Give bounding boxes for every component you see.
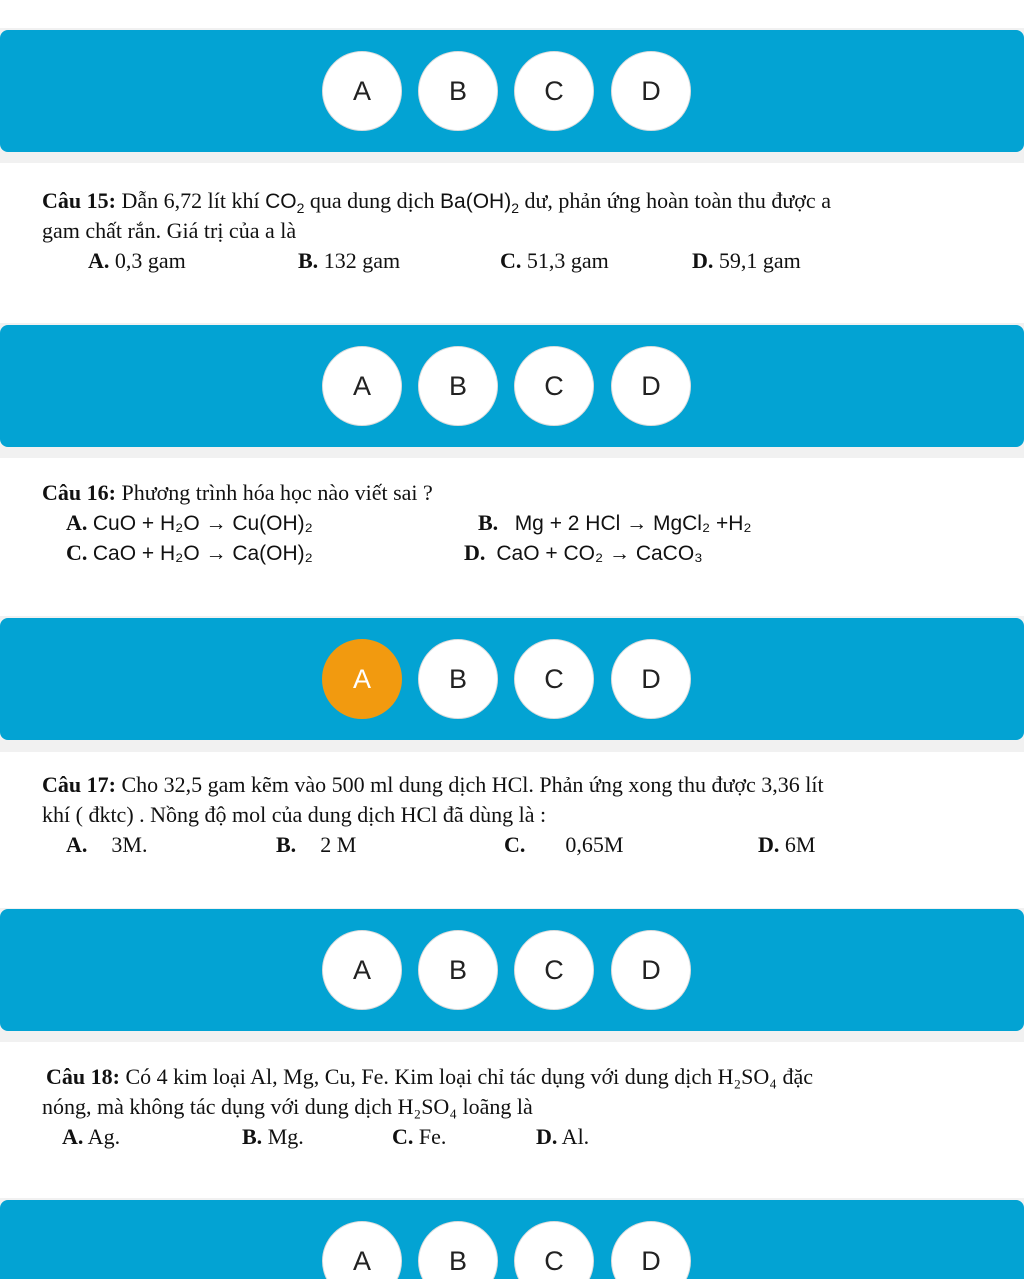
formula-subscript: 2 <box>296 200 305 217</box>
question-15-card <box>0 163 1024 323</box>
option-d-button[interactable]: D <box>611 639 691 719</box>
answer-d <box>692 248 801 274</box>
answer-key: B. <box>298 248 319 273</box>
option-b-button[interactable]: B <box>418 930 498 1010</box>
answer-b <box>242 1124 304 1150</box>
option-d-button[interactable]: D <box>611 1221 691 1279</box>
answer-key: C. <box>66 540 88 565</box>
answer-a <box>66 832 147 858</box>
answer-key: C. <box>392 1124 414 1149</box>
option-c-button[interactable]: C <box>514 639 594 719</box>
question-18-line-1 <box>46 1064 813 1090</box>
answer-key: D. <box>464 540 486 565</box>
answer-text: CaO + H₂O → Ca(OH)₂ <box>92 542 313 565</box>
answer-key: B. <box>478 510 499 535</box>
answer-c <box>500 248 609 274</box>
question-label: Câu 15: <box>42 188 116 213</box>
answer-band-1 <box>0 30 1024 152</box>
answer-text: 0,3 gam <box>109 248 186 273</box>
formula <box>265 190 305 217</box>
option-c-button[interactable]: C <box>514 1221 594 1279</box>
answer-d <box>758 832 815 858</box>
answer-d <box>536 1124 589 1150</box>
answer-text: CuO + H₂O → Cu(OH)₂ <box>92 512 313 535</box>
top-strip <box>0 0 1024 28</box>
formula-text: CO <box>265 190 297 213</box>
answer-a <box>62 1124 120 1150</box>
formula-text: Ba(OH) <box>440 190 512 213</box>
question-text: qua dung dịch <box>304 188 441 213</box>
answer-text: 3M. <box>111 832 148 857</box>
formula <box>440 190 519 217</box>
option-d-button[interactable]: D <box>611 346 691 426</box>
answer-key: A. <box>88 248 110 273</box>
answer-key: A. <box>66 510 88 535</box>
answer-text: 51,3 gam <box>521 248 609 273</box>
answer-key: B. <box>276 832 297 857</box>
question-18-line-2: nóng, mà không tác dụng với dung dịch H₂SO₄ loãng là <box>42 1094 533 1119</box>
answer-key: D. <box>536 1124 558 1149</box>
answer-text: Ag. <box>83 1124 121 1149</box>
question-text: Phương trình hóa học nào viết sai ? <box>115 480 433 505</box>
answer-key: A. <box>62 1124 84 1149</box>
option-a-button-selected[interactable]: A <box>322 639 402 719</box>
option-a-button[interactable]: A <box>322 51 402 131</box>
question-15-line-1 <box>42 188 831 221</box>
question-18-card <box>0 1042 1024 1198</box>
question-16-line-1 <box>42 480 433 506</box>
answer-c <box>392 1124 446 1150</box>
answer-b <box>478 510 752 537</box>
answer-key: B. <box>242 1124 263 1149</box>
answer-key: D. <box>758 832 780 857</box>
answer-text: 132 gam <box>318 248 401 273</box>
answer-text: 59,1 gam <box>713 248 801 273</box>
answer-band-2 <box>0 325 1024 447</box>
answer-text: Mg + 2 HCl → MgCl₂ +H₂ <box>514 512 752 535</box>
question-text: Có 4 kim loại Al, Mg, Cu, Fe. Kim loại chỉ tác dụng với dung dịch H₂SO₄ đặc <box>119 1064 813 1089</box>
answer-a <box>66 510 313 537</box>
question-16-card <box>0 458 1024 616</box>
answer-key: A. <box>66 832 88 857</box>
option-d-button[interactable]: D <box>611 930 691 1010</box>
answer-text: 2 M <box>320 832 357 857</box>
option-b-button[interactable]: B <box>418 51 498 131</box>
answer-d <box>464 540 703 567</box>
answer-text: 0,65M <box>565 832 624 857</box>
question-label: Câu 17: <box>42 772 116 797</box>
answer-a <box>88 248 186 274</box>
option-a-button[interactable]: A <box>322 346 402 426</box>
answer-b <box>276 832 356 858</box>
question-label: Câu 16: <box>42 480 116 505</box>
option-b-button[interactable]: B <box>418 346 498 426</box>
answer-key: D. <box>692 248 714 273</box>
option-c-button[interactable]: C <box>514 930 594 1010</box>
option-a-button[interactable]: A <box>322 930 402 1010</box>
question-17-card <box>0 752 1024 908</box>
option-a-button[interactable]: A <box>322 1221 402 1279</box>
answer-band-3 <box>0 618 1024 740</box>
option-b-button[interactable]: B <box>418 639 498 719</box>
answer-text: CaO + CO₂ → CaCO₃ <box>496 542 703 565</box>
answer-text: Fe. <box>413 1124 447 1149</box>
answer-key: C. <box>504 832 526 857</box>
option-c-button[interactable]: C <box>514 51 594 131</box>
answer-c <box>504 832 623 858</box>
question-15-line-2: gam chất rắn. Giá trị của a là <box>42 218 297 243</box>
answer-band-5 <box>0 1200 1024 1279</box>
answer-band-4 <box>0 909 1024 1031</box>
question-text: Cho 32,5 gam kẽm vào 500 ml dung dịch HCl. Phản ứng xong thu được 3,36 lít <box>115 772 824 797</box>
question-text: dư, phản ứng hoàn toàn thu được a <box>519 188 831 213</box>
option-b-button[interactable]: B <box>418 1221 498 1279</box>
answer-text: Mg. <box>262 1124 304 1149</box>
question-17-line-1 <box>42 772 824 798</box>
answer-text: Al. <box>557 1124 590 1149</box>
question-label: Câu 18: <box>46 1064 120 1089</box>
option-d-button[interactable]: D <box>611 51 691 131</box>
question-text: Dẫn 6,72 lít khí <box>115 188 266 213</box>
option-c-button[interactable]: C <box>514 346 594 426</box>
answer-text: 6M <box>779 832 816 857</box>
formula-subscript: 2 <box>511 200 519 217</box>
answer-b <box>298 248 400 274</box>
answer-c <box>66 540 313 567</box>
question-17-line-2: khí ( đktc) . Nồng độ mol của dung dịch HCl đã dùng là : <box>42 802 547 827</box>
answer-key: C. <box>500 248 522 273</box>
